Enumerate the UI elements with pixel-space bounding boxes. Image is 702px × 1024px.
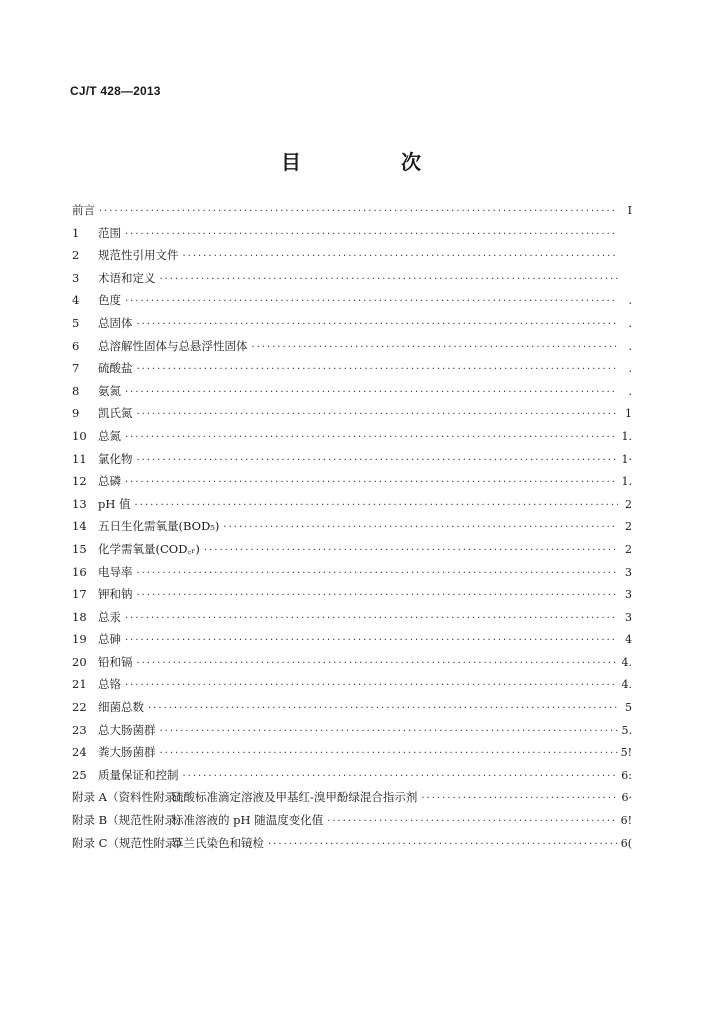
toc-entry[interactable] xyxy=(72,654,632,677)
toc-entry-label: 粪大肠菌群 xyxy=(98,745,156,760)
toc-entry[interactable] xyxy=(72,631,632,654)
toc-entry-number: 9 xyxy=(72,406,80,421)
toc-entry[interactable] xyxy=(72,564,632,587)
toc-entry[interactable] xyxy=(72,541,632,564)
toc-entry[interactable] xyxy=(72,202,632,225)
toc-entry-number: 5 xyxy=(72,315,80,330)
toc-leader-dots xyxy=(125,229,618,240)
toc-entry-label: 色度 xyxy=(98,293,121,308)
toc-entry-label: 总磷 xyxy=(98,474,121,489)
toc-entry-page: 5 xyxy=(625,701,632,715)
toc-leader-dots xyxy=(148,703,618,714)
toc-entry[interactable] xyxy=(72,767,632,790)
table-of-contents xyxy=(72,202,632,857)
toc-entry[interactable] xyxy=(72,383,632,406)
toc-entry-label: 总铬 xyxy=(98,677,121,692)
toc-entry-page: 4 xyxy=(625,633,632,647)
toc-entry[interactable] xyxy=(72,338,632,361)
toc-entry-label: 细菌总数 xyxy=(98,700,144,715)
toc-leader-dots xyxy=(137,409,619,420)
toc-leader-dots xyxy=(421,793,618,804)
toc-entry[interactable] xyxy=(72,360,632,383)
toc-entry-label: 标准溶液的 pH 随温度变化值 xyxy=(172,813,324,828)
toc-entry[interactable] xyxy=(72,586,632,609)
toc-entry-label: 氨氮 xyxy=(98,383,121,398)
toc-entry-number: 8 xyxy=(72,383,80,398)
toc-entry-label: 凯氏氮 xyxy=(98,406,133,421)
toc-entry-label: 氯化物 xyxy=(98,451,133,466)
toc-entry-number: 附录 A（资料性附录） xyxy=(72,790,188,805)
toc-entry-number: 4 xyxy=(72,293,80,308)
toc-entry-page: 4. xyxy=(621,678,632,692)
toc-entry-label: 质量保证和控制 xyxy=(98,767,179,782)
toc-entry[interactable] xyxy=(72,496,632,519)
toc-entry-page: 5. xyxy=(621,723,632,737)
toc-leader-dots xyxy=(125,477,618,488)
toc-entry[interactable] xyxy=(72,292,632,315)
toc-entry[interactable] xyxy=(72,315,632,338)
toc-entry-number: 附录 C（规范性附录） xyxy=(72,835,188,850)
toc-entry-page: Ⅰ xyxy=(627,204,632,217)
toc-leader-dots xyxy=(183,771,619,782)
toc-entry-number: 3 xyxy=(72,270,80,285)
toc-entry-number: 1 xyxy=(72,225,80,240)
toc-entry-number: 23 xyxy=(72,722,87,737)
toc-entry-label: 总砷 xyxy=(98,632,121,647)
toc-entry[interactable] xyxy=(72,812,632,835)
toc-entry-number: 24 xyxy=(72,745,87,760)
toc-entry-page: 1. xyxy=(621,429,632,443)
toc-entry-number: 13 xyxy=(72,496,87,511)
toc-entry-label: 化学需氧量(COD꜀ᵣ) xyxy=(98,541,200,556)
toc-entry-number: 22 xyxy=(72,700,87,715)
toc-entry-page: 4. xyxy=(621,655,632,669)
toc-entry[interactable] xyxy=(72,270,632,293)
toc-entry-label: 五日生化需氧量(BOD₅) xyxy=(98,519,220,534)
toc-leader-dots xyxy=(125,680,618,691)
toc-leader-dots xyxy=(125,613,618,624)
toc-entry-number: 20 xyxy=(72,654,87,669)
toc-entry-page: 2 xyxy=(625,520,632,534)
toc-entry-number: 21 xyxy=(72,677,87,692)
toc-entry-label: 电导率 xyxy=(98,564,133,579)
toc-entry-label: 总大肠菌群 xyxy=(98,722,156,737)
toc-entry-page: 3 xyxy=(625,588,632,602)
toc-entry-page: . xyxy=(628,316,632,330)
toc-leader-dots xyxy=(99,206,618,217)
toc-leader-dots xyxy=(137,568,619,579)
toc-leader-dots xyxy=(137,590,619,601)
toc-entry-page: 5! xyxy=(620,746,632,760)
toc-entry-label: 硫酸盐 xyxy=(98,361,133,376)
toc-leader-dots xyxy=(183,251,619,262)
toc-entry-page: . xyxy=(628,339,632,353)
toc-leader-dots xyxy=(223,522,618,533)
toc-leader-dots xyxy=(135,500,618,511)
toc-entry-page: 1 xyxy=(625,407,632,421)
toc-entry-number: 25 xyxy=(72,767,87,782)
toc-entry[interactable] xyxy=(72,609,632,632)
toc-entry-number: 14 xyxy=(72,519,87,534)
toc-entry-page: 1. xyxy=(621,475,632,489)
toc-entry-label: 总氮 xyxy=(98,428,121,443)
toc-entry-label: 前言 xyxy=(72,203,95,217)
toc-entry-number: 19 xyxy=(72,632,87,647)
toc-entry-page: 2 xyxy=(625,542,632,556)
toc-leader-dots xyxy=(125,296,618,307)
toc-leader-dots xyxy=(125,387,618,398)
toc-entry[interactable] xyxy=(72,722,632,745)
toc-entry-label: 硫酸标准滴定溶液及甲基红-溴甲酚绿混合指示剂 xyxy=(172,790,418,805)
toc-entry-page: 6( xyxy=(620,836,632,850)
toc-entry[interactable] xyxy=(72,428,632,451)
toc-entry[interactable] xyxy=(72,405,632,428)
toc-entry-page: 2 xyxy=(625,497,632,511)
toc-entry-label: 革兰氏染色和镜检 xyxy=(172,835,264,850)
toc-entry[interactable] xyxy=(72,744,632,767)
toc-entry-number: 17 xyxy=(72,587,87,602)
toc-entry-label: 铅和镉 xyxy=(98,654,133,669)
toc-entry[interactable] xyxy=(72,676,632,699)
toc-entry[interactable] xyxy=(72,247,632,270)
toc-entry-page: . xyxy=(628,362,632,376)
toc-entry-label: 规范性引用文件 xyxy=(98,248,179,263)
toc-entry-label: 总溶解性固体与总悬浮性固体 xyxy=(98,338,248,353)
toc-leader-dots xyxy=(125,432,618,443)
toc-entry[interactable] xyxy=(72,699,632,722)
toc-entry-page: 6: xyxy=(621,768,632,782)
toc-entry-page: 3 xyxy=(625,565,632,579)
toc-entry-number: 附录 B（规范性附录） xyxy=(72,813,188,828)
toc-entry-label: 术语和定义 xyxy=(98,270,156,285)
toc-entry-page: 1· xyxy=(621,452,632,466)
toc-entry[interactable] xyxy=(72,789,632,812)
toc-entry-number: 16 xyxy=(72,564,87,579)
toc-leader-dots xyxy=(137,455,619,466)
toc-entry[interactable] xyxy=(72,451,632,474)
standard-code: CJ/T 428—2013 xyxy=(70,84,161,98)
toc-entry[interactable] xyxy=(72,473,632,496)
toc-leader-dots xyxy=(160,274,619,285)
toc-leader-dots xyxy=(204,545,618,556)
toc-entry-number: 6 xyxy=(72,338,80,353)
toc-leader-dots xyxy=(160,726,619,737)
toc-leader-dots xyxy=(327,816,618,827)
toc-entry[interactable] xyxy=(72,225,632,248)
toc-entry-number: 12 xyxy=(72,474,87,489)
toc-entry-page: 6· xyxy=(621,791,632,805)
toc-leader-dots xyxy=(160,748,619,759)
toc-entry-label: pH 值 xyxy=(98,496,131,511)
toc-entry-label: 范围 xyxy=(98,225,121,240)
toc-entry-page: 3 xyxy=(625,610,632,624)
toc-entry-number: 10 xyxy=(72,428,87,443)
toc-entry-page: . xyxy=(628,294,632,308)
toc-entry-label: 总固体 xyxy=(98,315,133,330)
page-title: 目 次 xyxy=(281,150,461,174)
toc-entry-number: 11 xyxy=(72,451,87,466)
toc-leader-dots xyxy=(137,658,619,669)
toc-entry[interactable] xyxy=(72,835,632,858)
toc-entry-number: 7 xyxy=(72,361,80,376)
toc-entry[interactable] xyxy=(72,518,632,541)
toc-leader-dots xyxy=(252,342,619,353)
toc-entry-label: 总汞 xyxy=(98,609,121,624)
toc-entry-number: 18 xyxy=(72,609,87,624)
toc-leader-dots xyxy=(268,839,618,850)
toc-entry-page: . xyxy=(628,384,632,398)
toc-leader-dots xyxy=(125,635,618,646)
toc-entry-number: 15 xyxy=(72,541,87,556)
toc-leader-dots xyxy=(137,364,619,375)
toc-entry-number: 2 xyxy=(72,248,80,263)
toc-entry-page: 6! xyxy=(620,814,632,828)
toc-leader-dots xyxy=(137,319,619,330)
toc-entry-label: 钾和钠 xyxy=(98,587,133,602)
